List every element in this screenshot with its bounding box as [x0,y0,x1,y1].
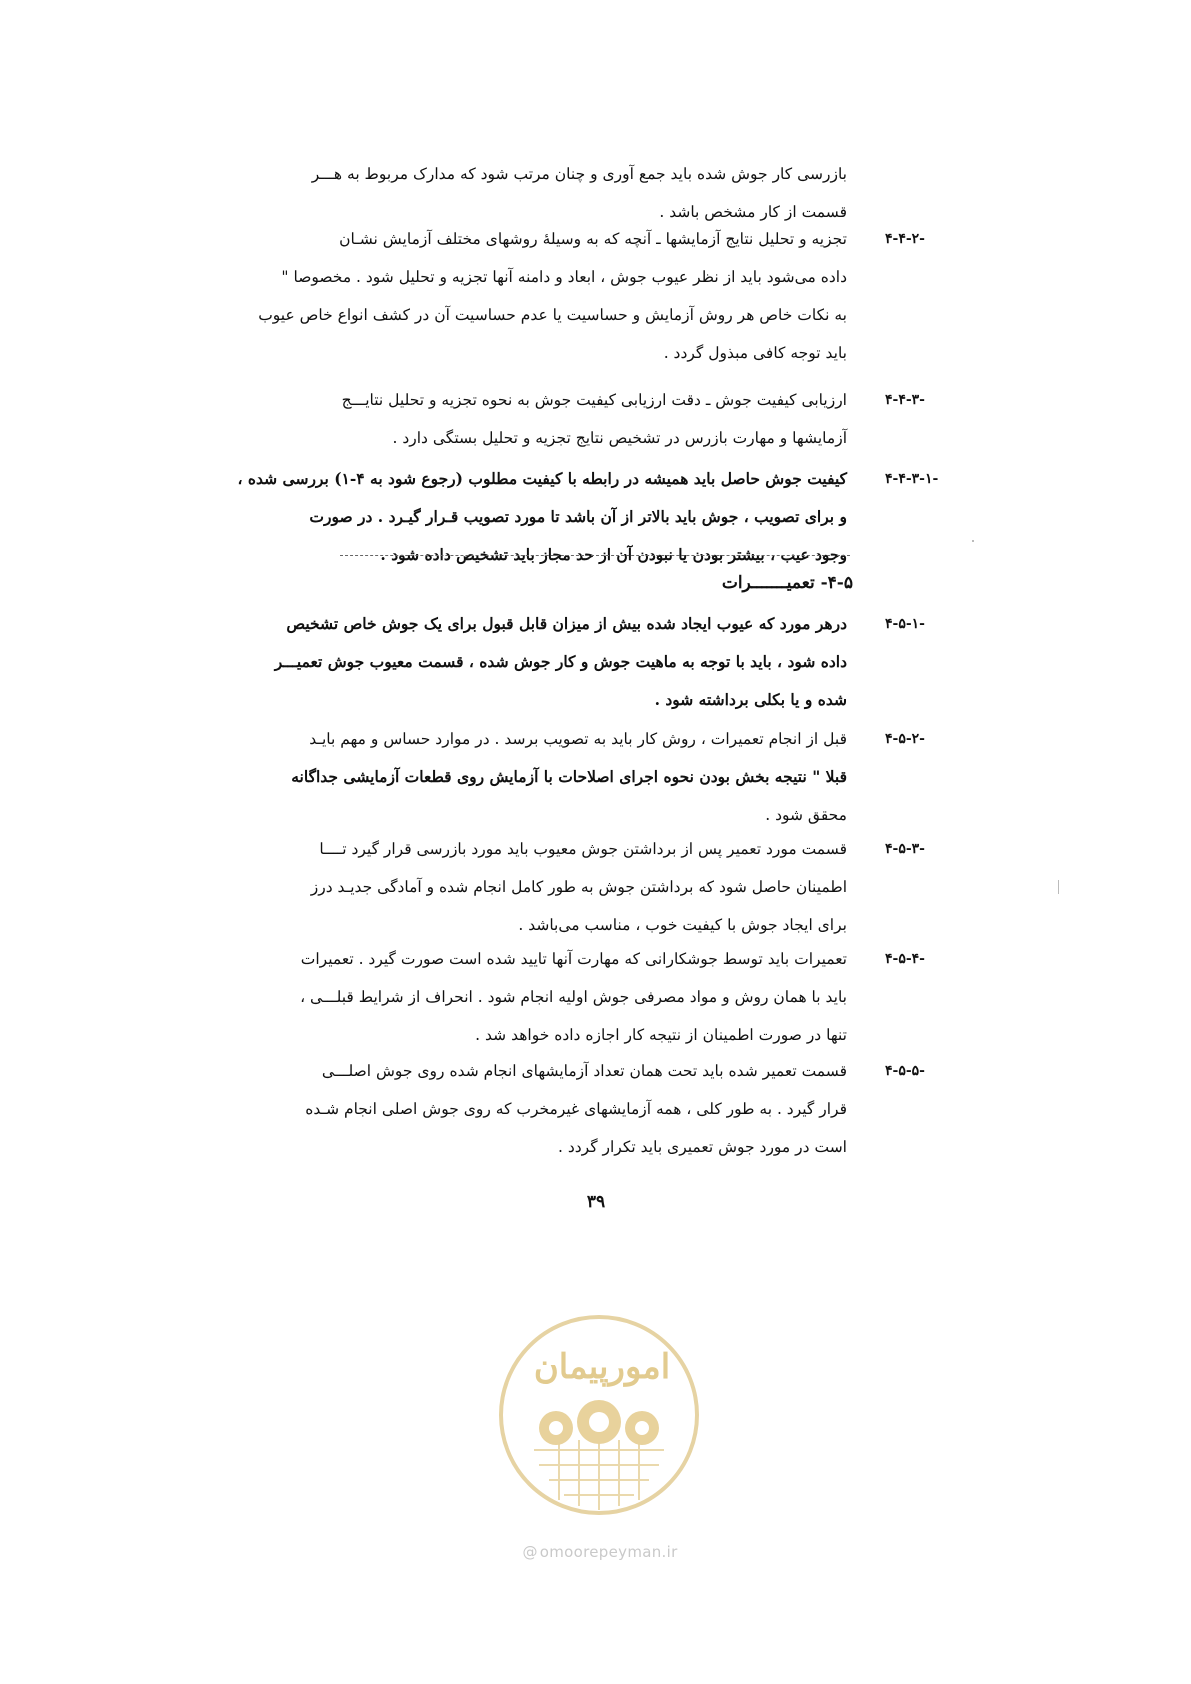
text-line: باید توجه کافی مبذول گردد . [663,344,847,362]
section-paragraph [310,830,847,944]
section-number: ۴-۴-۳-۱- [885,471,939,487]
section-paragraph [341,381,847,457]
text-line: ارزیابی کیفیت جوش ـ دقت ارزیابی کیفیت جوش به نحوه تجزیه و تحلیل نتایـــج [341,391,847,409]
text-line: داده می‌شود باید از نظر عیوب جوش ، ابعاد و دامنه آنها تجزیه و تحلیل شود . مخصوصا " [281,268,847,286]
text-line: درهر مورد که عیوب ایجاد شده بیش از میزان قابل قبول برای یک جوش خاص تشخیص [286,614,847,633]
section-number: ۴-۵-۲- [885,731,925,747]
text-line: است در مورد جوش تعمیری باید تکرار گردد . [557,1138,847,1156]
section-heading: ۴-۵- تعمیـــــــرات [721,573,853,593]
scan-speck [972,540,974,542]
section-paragraph [237,460,847,574]
text-line: آزمایشها و مهارت بازرس در تشخیص نتایج تجزیه و تحلیل بستگی دارد . [392,429,847,447]
text-line: قسمت مورد تعمیر پس از برداشتن جوش معیوب باید مورد بازرسی قرار گیرد تــــا [319,840,847,858]
text-line: تجزیه و تحلیل نتایج آزمایشها ـ آنچه که به وسیلهٔ روشهای مختلف آزمایش نشـان [339,230,847,248]
watermark-url-text: omoorepeyman.ir [539,1543,678,1561]
text-line: برای ایجاد جوش با کیفیت خوب ، مناسب می‌باشد . [518,916,847,934]
text-line: تنها در صورت اطمینان از نتیجه کار اجازه داده خواهد شد . [475,1026,847,1044]
watermark-logo-text: امورپیمان [533,1347,671,1387]
text-line: قبل از انجام تعمیرات ، روش کار باید به تصویب برسد . در موارد حساس و مهم بایـد [309,730,847,748]
section-paragraph [305,1052,847,1166]
text-line: داده شود ، باید با توجه به ماهیت جوش و کار جوش شده ، قسمت معیوب جوش تعمیـــر [274,652,847,671]
text-line: تعمیرات باید توسط جوشکارانی که مهارت آنها تایید شده است صورت گیرد . تعمیرات [300,950,847,968]
watermark-url [498,1543,702,1561]
section-paragraph [291,720,847,834]
text-line: وجود عیب ، بیشتر بودن یا نبودن آن از حد مجاز باید تشخیص داده شود . [380,545,847,564]
text-line: قرار گیرد . به طور کلی ، همه آزمایشهای غیرمخرب که روی جوش اصلی انجام شـده [305,1100,847,1118]
text-line: کیفیت جوش حاصل باید همیشه در رابطه با کیفیت مطلوب (رجوع شود به ۴-۱) بررسی شده ، [237,469,847,488]
section-paragraph [300,940,847,1054]
text-line: محقق شود . [765,806,847,824]
watermark-logo-icon [494,1310,704,1520]
text-line: بازرسی کار جوش شده باید جمع آوری و چنان مرتب شود که مدارک مربوط به هـــر [311,165,847,183]
section-number: ۴-۵-۳- [885,841,925,857]
text-line: باید با همان روش و مواد مصرفی جوش اولیه انجام شود . انحراف از شرایط قبلـــی ، [300,988,847,1006]
text-line: شده و یا بکلی برداشته شود . [654,690,847,709]
text-line: قسمت تعمیر شده باید تحت همان تعداد آزمایشهای انجام شده روی جوش اصلـــی [321,1062,847,1080]
at-icon: @ [522,1543,538,1561]
section-paragraph [274,605,847,719]
divider [340,555,850,556]
section-number: ۴-۵-۴- [885,951,925,967]
page-number: ۳۹ [586,1192,606,1212]
section-number: ۴-۴-۲- [885,231,925,247]
text-line: و برای تصویب ، جوش باید بالاتر از آن باشد تا مورد تصویب قـرار گیـرد . در صورت [309,507,847,526]
text-line: قبلا " نتیجه بخش بودن نحوه اجرای اصلاحات با آزمایش روی قطعات آزمایشی جداگانه [291,767,847,786]
text-line: اطمینان حاصل شود که برداشتن جوش به طور کامل انجام شده و آمادگی جدیـد درز [310,878,847,896]
section-number: ۴-۵-۱- [885,616,925,632]
text-line: به نکات خاص هر روش آزمایش و حساسیت یا عدم حساسیت آن در کشف انواع خاص عیوب [258,306,847,324]
text-line: قسمت از کار مشخص باشد . [659,203,847,221]
section-number: ۴-۵-۵- [885,1063,925,1079]
section-number: ۴-۴-۳- [885,392,925,408]
scan-speck [1058,880,1059,894]
section-paragraph [258,220,847,372]
